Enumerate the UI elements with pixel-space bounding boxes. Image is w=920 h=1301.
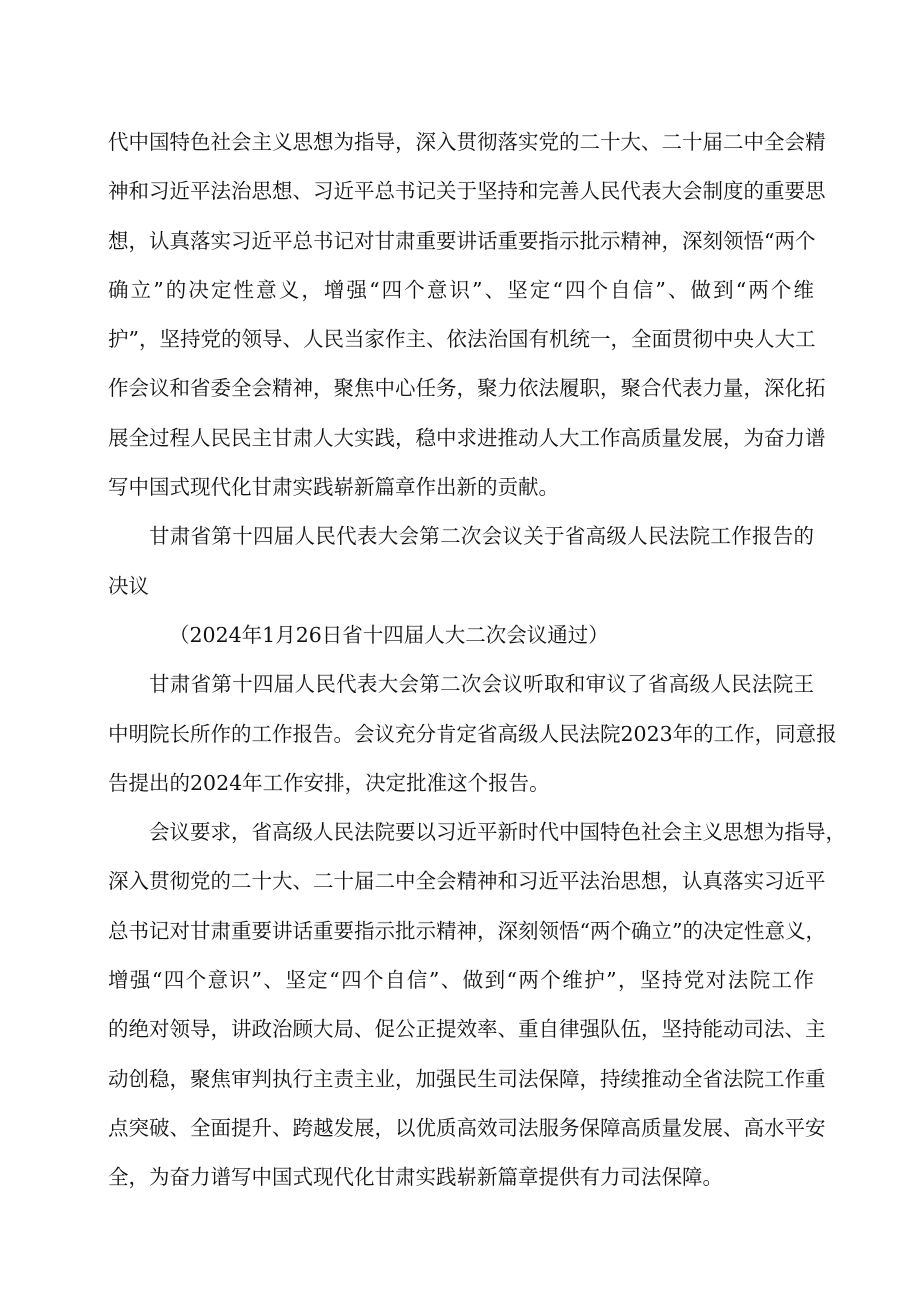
text-line: 展全过程人民民主甘肃人大实践，稳中求进推动人大工作高质量发展，为奋力谱 <box>108 425 826 450</box>
text-line: 神和习近平法治思想、习近平总书记关于坚持和完善人民代表大会制度的重要思 <box>108 179 826 204</box>
text-line: 告提出的2024年工作安排，决定批准这个报告。 <box>108 770 550 795</box>
text-line: 动创稳，聚焦审判执行主责主业，加强民生司法保障，持续推动全省法院工作重 <box>108 1066 826 1091</box>
text-line: 护”，坚持党的领导、人民当家作主、依法治国有机统一，全面贯彻中央人大工 <box>108 327 816 352</box>
text-line: 代中国特色社会主义思想为指导，深入贯彻落实党的二十大、二十届二中全会精 <box>108 130 826 154</box>
text-line: 写中国式现代化甘肃实践崭新篇章作出新的贡献。 <box>108 475 559 500</box>
text-line: 深入贯彻党的二十大、二十届二中全会精神和习近平法治思想，认真落实习近平 <box>108 869 826 894</box>
text-line: 增强“四个意识”、坚定“四个自信”、做到“两个维护”，坚持党对法院工作 <box>108 968 814 993</box>
paragraph-requirements <box>108 814 846 1208</box>
paragraph-approval <box>108 666 837 814</box>
text-line: 全，为奋力谱写中国式现代化甘肃实践崭新篇章提供有力司法保障。 <box>108 1165 723 1190</box>
text-line: 作会议和省委全会精神，聚焦中心任务，聚力依法履职，聚合代表力量，深化拓 <box>108 376 826 401</box>
paragraph-continuation <box>108 124 826 518</box>
text-line: 甘肃省第十四届人民代表大会第二次会议听取和审议了省高级人民法院王 <box>149 672 814 697</box>
title-line: 甘肃省第十四届人民代表大会第二次会议关于省高级人民法院工作报告的 <box>149 524 814 549</box>
text-line: 确立”的决定性意义，增强“四个意识”、坚定“四个自信”、做到“两个维 <box>108 277 814 302</box>
text-line: 会议要求，省高级人民法院要以习近平新时代中国特色社会主义思想为指导， <box>149 820 846 845</box>
text-line: 中明院长所作的工作报告。会议充分肯定省高级人民法院2023年的工作，同意报 <box>108 721 837 746</box>
resolution-title <box>108 518 814 617</box>
text-line: 想，认真落实习近平总书记对甘肃重要讲话重要指示批示精神，深刻领悟“两个 <box>108 228 816 253</box>
document-page <box>108 124 846 1209</box>
text-line: 总书记对甘肃重要讲话重要指示批示精神，深刻领悟“两个确立”的决定性意义， <box>108 918 826 943</box>
text-line: 的绝对领导，讲政治顾大局、促公正提效率、重自律强队伍，坚持能动司法、主 <box>108 1017 826 1042</box>
text-line: 点突破、全面提升、跨越发展，以优质高效司法服务保障高质量发展、高水平安 <box>108 1115 826 1140</box>
adoption-note: （2024年1月26日省十四届人大二次会议通过） <box>169 622 609 647</box>
title-line: 决议 <box>108 573 149 598</box>
